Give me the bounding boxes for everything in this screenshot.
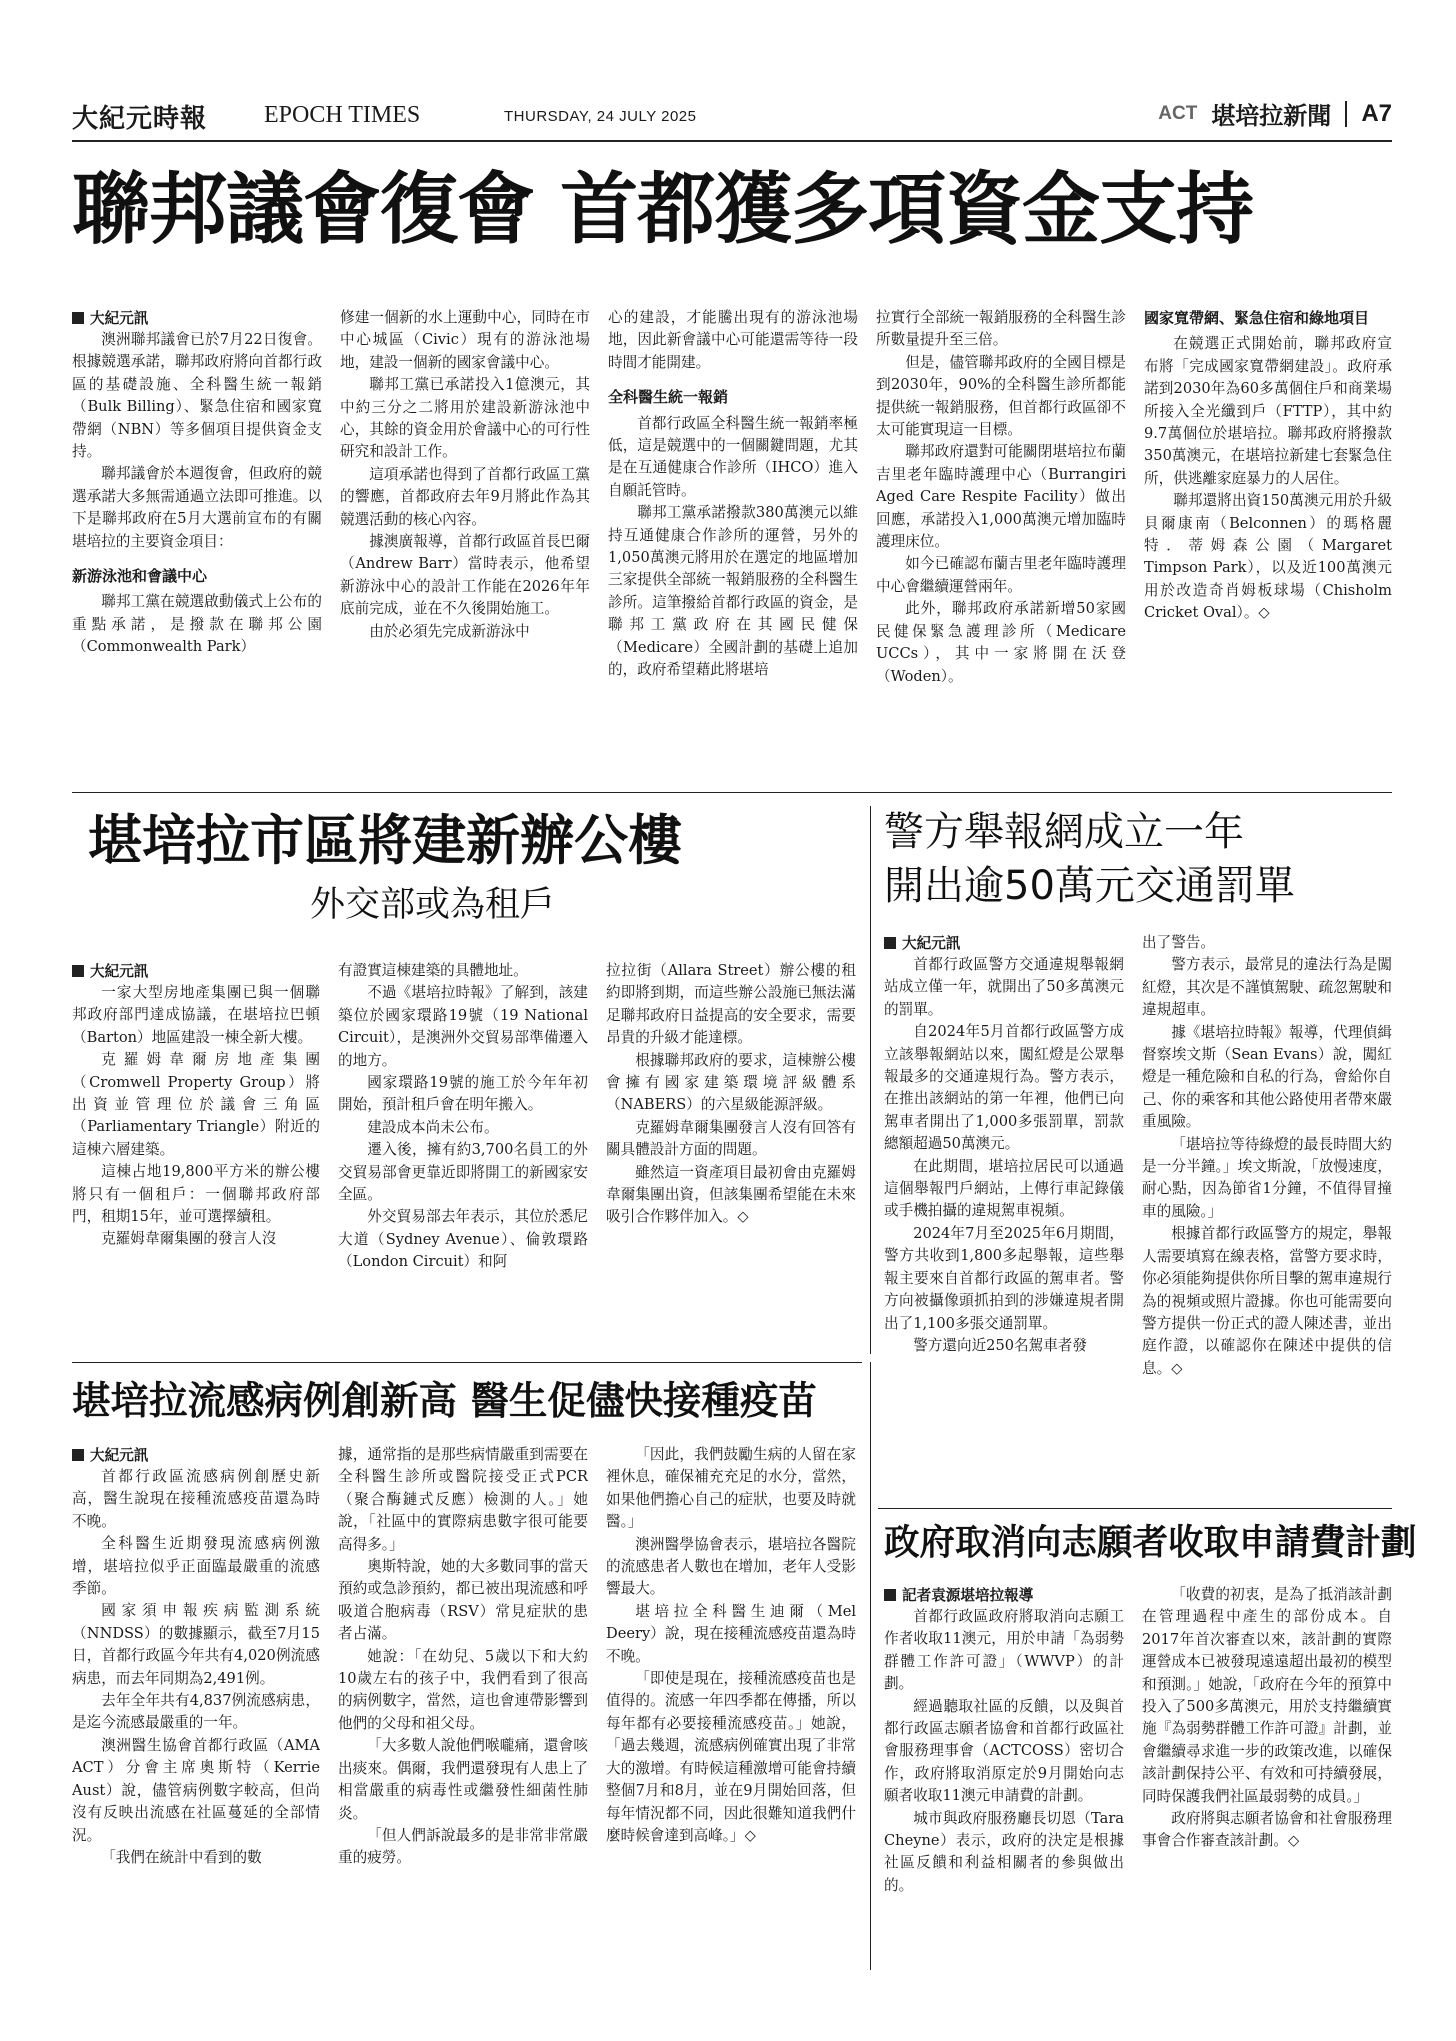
paragraph: 據澳廣報導，首都行政區首長巴爾（Andrew Barr）當時表示，他希望新游泳中心的設計工作能在2026年年底前完成，並在不久後開始施工。: [340, 533, 590, 618]
paragraph: 建設成本尚未公布。: [367, 1118, 499, 1136]
paragraph: 這棟占地19,800平方米的辦公樓將只有一個租戶：一個聯邦政府部門，租期15年，並可選擇續租。: [72, 1163, 320, 1226]
paragraph: 克羅姆韋爾房地產集團（Cromwell Property Group）將出資並管理位於議會三角區（Parliamentary Triangle）附近的這棟六層建築。: [72, 1051, 320, 1158]
paragraph: 全科醫生近期發現流感病例激增，堪培拉似乎正面臨最嚴重的流感季節。: [72, 1535, 320, 1598]
article-3-col-1: [884, 954, 1124, 1502]
byline-text: 大紀元訊: [902, 935, 961, 952]
paragraph: 國家須申報疾病監測系統（NNDSS）的數據顯示，截至7月15日，首都行政區今年共有4,020例流感病患，而去年同期為2,491例。: [72, 1602, 320, 1687]
article-2-headline: 堪培拉市區將建新辦公樓: [88, 809, 682, 872]
article-4-col-2: [338, 1444, 588, 1966]
paragraph: 國家環路19號的施工於今年年初開始，預計租戶會在明年搬入。: [338, 1074, 588, 1114]
section-rule: [878, 1508, 1392, 1509]
brand-chinese-logo: 大紀元時報: [72, 104, 208, 134]
paragraph: 去年全年共有4,837例流感病患，是迄今流感最嚴重的一年。: [72, 1692, 320, 1732]
paragraph: 據，通常指的是那些病情嚴重到需要在全科醫生診所或醫院接受正式PCR（聚合酶鏈式反應）檢測的人。」她說，「社區中的實際病患數字很可能要高得多。」: [338, 1446, 588, 1553]
vertical-divider: [870, 806, 871, 1354]
article-5-byline: [884, 1584, 1033, 1605]
paragraph: 「收費的初衷，是為了抵消該計劃在管理過程中產生的部份成本。自2017年首次審查以來，該計劃的實際運營成本已被發現遠遠超出最初的模型和預測。」她說，「政府在今年的預算中投入了500多萬澳元，用於支持繼續實施『為弱勢群體工作許可證』計劃，並會繼續尋求進一步的政策改進，以確保該計劃保持公平、有效和可持續發展，同時保護我們社區最弱勢的成員。」: [1142, 1586, 1392, 1805]
paragraph: 澳洲醫生協會首都行政區（AMA ACT）分會主席奧斯特（Kerrie Aust）說，儘管病例數字較高，但尚沒有反映出流感在社區蔓延的全部情況。: [72, 1736, 320, 1844]
issue-date: THURSDAY, 24 JULY 2025: [504, 108, 697, 125]
byline-square-icon: [884, 937, 896, 949]
paragraph: 出了警告。: [1142, 934, 1215, 951]
divider: [1345, 101, 1347, 127]
masthead: [72, 96, 1392, 138]
paragraph: 澳洲聯邦議會已於7月22日復會。根據競選承諾，聯邦政府將向首都行政區的基礎設施、全科醫生統一報銷（Bulk Billing）、緊急住宿和國家寬帶網（NBN）等多個項目提供資金支持。: [72, 331, 322, 461]
article-3-byline: [884, 932, 960, 953]
paragraph: 城市與政府服務廳長切恩（Tara Cheyne）表示，政府的決定是根據社區反饋和利益相關者的參與做出的。: [884, 1809, 1124, 1894]
paragraph: 「大多數人說他們喉嚨痛，還會咳出痰來。偶爾，我們還發現有人患上了相當嚴重的病毒性或繼發性細菌性肺炎。: [338, 1737, 588, 1822]
paragraph: 聯邦議會於本週復會，但政府的競選承諾大多無需通過立法即可推進。以下是聯邦政府在5月大選前宣布的有關堪培拉的主要資金項目：: [72, 465, 322, 550]
paragraph: 克羅姆韋爾集團的發言人沒: [101, 1230, 277, 1248]
masthead-rule: [72, 140, 1392, 142]
subheading: 國家寬帶網、緊急住宿和綠地項目: [1144, 309, 1370, 327]
paragraph: 一家大型房地產集團已與一個聯邦政府部門達成協議，在堪培拉巴頓（Barton）地區建設一棟全新大樓。: [72, 984, 320, 1046]
article-2-col-3: [606, 960, 856, 1352]
paragraph: 根據首都行政區警方的規定，舉報人需要填寫在線表格，當警方要求時，你必須能夠提供你所目擊的駕車違規行為的視頻或照片證據。你也可能需要向警方提供一份正式的證人陳述書，並出庭作證，以確認你在陳述中提供的信息。◇: [1142, 1225, 1392, 1377]
byline-square-icon: [72, 1449, 84, 1461]
paragraph: 警方還向近250名駕車者發: [913, 1336, 1087, 1354]
article-4-headline: 堪培拉流感病例創新高 醫生促儘快接種疫苗: [72, 1379, 817, 1424]
byline-square-icon: [72, 312, 84, 324]
byline-text: 大紀元訊: [90, 310, 149, 327]
paragraph: 聯邦工黨已承諾投入1億澳元，其中約三分之二將用於建設新游泳池中心，其餘的資金用於會議中心的可行性研究和設計工作。: [340, 376, 590, 461]
paragraph: 澳洲醫學協會表示，堪培拉各醫院的流感患者人數也在增加，老年人受影響最大。: [606, 1535, 856, 1598]
byline-text: 大紀元訊: [90, 963, 149, 980]
paragraph: 由於必須先完成新游泳中: [369, 622, 530, 640]
region-label: ACT: [1158, 102, 1198, 124]
paragraph: 經過聽取社區的反饋，以及與首都行政區志願者協會和首都行政區社會服務理事會（ACTCOSS）密切合作，政府將取消原定於9月開始向志願者收取11澳元申請費的計劃。: [884, 1697, 1124, 1805]
paragraph: 如今已確認布蘭吉里老年臨時護理中心會繼續運營兩年。: [876, 555, 1126, 595]
article-1-byline: [72, 307, 148, 328]
paragraph: 首都行政區政府將取消向志願工作者收取11澳元，用於申請「為弱勢群體工作許可證」（WWVP）的計劃。: [884, 1608, 1124, 1693]
article-4-col-3: [606, 1444, 856, 1966]
paragraph: 根據聯邦政府的要求，這棟辦公樓會擁有國家建築環境評級體系（NABERS）的六星級能源評級。: [606, 1051, 856, 1114]
paragraph: 政府將與志願者協會和社會服務理事會合作審查該計劃。◇: [1142, 1810, 1392, 1850]
page-number: A7: [1361, 99, 1392, 127]
paragraph: 首都行政區警方交通違規舉報網站成立僅一年，就開出了50多萬澳元的罰單。: [884, 956, 1124, 1018]
paragraph: 在此期間，堪培拉居民可以通過這個舉報門戶網站，上傳行車記錄儀或手機拍攝的違規駕車視頻。: [884, 1157, 1124, 1220]
article-5-col-2: [1142, 1584, 1392, 1966]
section-title: 堪培拉新聞: [1211, 103, 1332, 130]
article-5-col-1: [884, 1606, 1124, 1966]
paragraph: 修建一個新的水上運動中心，同時在市中心城區（Civic）現有的游泳池場地，建設一個新的國家會議中心。: [340, 309, 590, 371]
paragraph: 奧斯特說，她的大多數同事的當天預約或急診預約，都已被出現流感和呼吸道合胞病毒（RSV）常見症狀的患者占滿。: [338, 1558, 588, 1643]
article-1-col-5: [1144, 307, 1392, 784]
paragraph: 警方表示，最常見的違法行為是闖紅燈，其次是不謹慎駕駛、疏忽駕駛和違規超車。: [1142, 956, 1392, 1019]
paragraph: 有證實這棟建築的具體地址。: [338, 962, 528, 979]
brand-english: EPOCH TIMES: [264, 102, 421, 128]
paragraph: 首都行政區流感病例創歷史新高，醫生說現在接種流感疫苗還為時不晚。: [72, 1468, 320, 1530]
paragraph: 「因此，我們鼓勵生病的人留在家裡休息，確保補充充足的水分，當然，如果他們擔心自己的症狀，也要及時就醫。」: [606, 1446, 856, 1531]
section-rule: [72, 1362, 862, 1363]
article-3-headline-line-2: 開出逾50萬元交通罰單: [884, 863, 1295, 909]
paragraph: 「即使是現在，接種流感疫苗也是值得的。流感一年四季都在傳播，所以每年都有必要接種流感疫苗。」她說，「過去幾週，流感病例確實出現了非常大的激增。有時候這種激增可能會持續整個7月和8月，並在9月開始回落，但每年情況都不同，因此很難知道我們什麼時候會達到高峰。」◇: [606, 1670, 856, 1844]
paragraph: 克羅姆韋爾集團發言人沒有回答有關具體設計方面的問題。: [606, 1118, 856, 1159]
paragraph: 「堪培拉等待綠燈的最長時間大約是一分半鐘。」埃文斯說，「放慢速度，耐心點，因為節省1分鐘，不值得冒撞車的風險。」: [1142, 1135, 1392, 1220]
section-header: [1158, 96, 1392, 131]
paragraph: 不過《堪培拉時報》了解到，該建築位於國家環路19號（19 National Circuit），是澳洲外交貿易部準備遷入的地方。: [338, 984, 588, 1069]
article-1-col-1: [72, 329, 322, 784]
byline-text: 大紀元訊: [90, 1447, 149, 1464]
article-2-col-1: [72, 982, 320, 1352]
paragraph: 2024年7月至2025年6月期間，警方共收到1,800多起舉報，這些舉報主要來自首都行政區的駕車者。警方向被攝像頭抓拍到的涉嫌違規者開出了1,100多張交通罰單。: [884, 1224, 1124, 1332]
article-5-headline: 政府取消向志願者收取申請費計劃: [884, 1522, 1417, 1563]
paragraph: 此外，聯邦政府承諾新增50家國民健保緊急護理診所（Medicare UCCs），其中一家將開在沃登（Woden）。: [876, 600, 1126, 685]
paragraph: 心的建設，才能騰出現有的游泳池場地，因此新會議中心可能還需等待一段時間才能開建。: [608, 309, 858, 371]
article-2-byline: [72, 960, 148, 981]
article-2-col-2: [338, 960, 588, 1352]
paragraph: 堪培拉全科醫生迪爾（Mel Deery）說，現在接種流感疫苗還為時不晚。: [606, 1602, 856, 1665]
article-1-headline: 聯邦議會復會 首都獲多項資金支持: [72, 165, 1254, 255]
paragraph: 聯邦還將出資150萬澳元用於升級貝爾康南（Belconnen）的瑪格麗特．蒂姆森公園（Margaret Timpson Park），以及近100萬澳元用於改造奇肖姆板球場（Chisholm Cricket Oval）。◇: [1144, 492, 1392, 622]
paragraph: 拉實行全部統一報銷服務的全科醫生診所數量提升至三倍。: [876, 309, 1126, 349]
paragraph: 這項承諾也得到了首都行政區工黨的響應，首都政府去年9月將此作為其競選活動的核心內容。: [340, 465, 590, 528]
article-1-col-3: [608, 307, 858, 784]
paragraph: 據《堪培拉時報》報導，代理偵緝督察埃文斯（Sean Evans）說，闖紅燈是一種危險和自私的行為，會給你自己、你的乘客和其他公路使用者帶來嚴重風險。: [1142, 1023, 1392, 1131]
subheading: 全科醫生統一報銷: [608, 388, 729, 407]
article-2-subhead: 外交部或為租戶: [310, 885, 556, 925]
paragraph: 拉拉街（Allara Street）辦公樓的租約即將到期，而這些辦公設施已無法滿足聯邦政府日益提高的安全要求，需要昂貴的升級才能達標。: [606, 962, 856, 1047]
article-1-col-4: [876, 307, 1126, 784]
vertical-divider: [870, 1362, 871, 1970]
paragraph: 雖然這一資產項目最初會由克羅姆韋爾集團出資，但該集團希望能在未來吸引合作夥伴加入。◇: [606, 1163, 856, 1226]
byline-text: 記者袁源堪培拉報導: [902, 1587, 1034, 1604]
paragraph: 「我們在統計中看到的數: [101, 1848, 262, 1866]
article-3-col-2: [1142, 932, 1392, 1502]
paragraph: 首都行政區全科醫生統一報銷率極低，這是競選中的一個關鍵問題，尤其是在互通健康合作診所（IHCO）進入自願託管時。: [608, 414, 858, 499]
article-1-col-2: [340, 307, 590, 784]
section-rule: [72, 792, 1392, 793]
paragraph: 聯邦工黨在競選啟動儀式上公布的重點承諾，是撥款在聯邦公園（Commonwealth Park）: [72, 593, 322, 656]
article-3-headline-line-1: 警方舉報網成立一年: [884, 809, 1244, 855]
paragraph: 聯邦工黨承諾撥款380萬澳元以維持互通健康合作診所的運營，另外的1,050萬澳元將用於在選定的地區增加三家提供全部統一報銷服務的全科醫生診所。這筆撥給首都行政區的資金，是聯邦工黨政府在其國民健保（Medicare）全國計劃的基礎上追加的，政府希望藉此將堪培: [608, 504, 858, 679]
byline-square-icon: [884, 1589, 896, 1601]
paragraph: 聯邦政府還對可能關閉堪培拉布蘭吉里老年臨時護理中心（Burrangiri Aged Care Respite Facility）做出回應，承諾投入1,000萬澳元增加臨時護理床位。: [876, 443, 1126, 551]
paragraph: 遷入後，擁有約3,700名員工的外交貿易部會更靠近即將開工的新國家安全區。: [338, 1141, 588, 1204]
paragraph: 自2024年5月首都行政區警方成立該舉報網站以來，闖紅燈是公眾舉報最多的交通違規行為。警方表示，在推出該網站的第一年裡，他們已向駕車者開出了1,000多張罰單，罰款總額超過50萬澳元。: [884, 1023, 1124, 1153]
paragraph: 「但人們訴說最多的是非常非常嚴重的疲勞。: [338, 1826, 588, 1867]
paragraph: 她說：「在幼兒、5歲以下和大約10歲左右的孩子中，我們看到了很高的病例數字，當然，這也會連帶影響到他們的父母和祖父母。: [338, 1647, 588, 1732]
paragraph: 在競選正式開始前，聯邦政府宣布將「完成國家寬帶網建設」。政府承諾到2030年為60多萬個住戶和商業場所接入全光纖到戶（FTTP），其中約9.7萬個位於堪培拉。聯邦政府將撥款350萬澳元，在堪培拉新建七套緊急住所，供逃離家庭暴力的人居住。: [1144, 335, 1392, 487]
paragraph: 但是，儘管聯邦政府的全國目標是到2030年，90%的全科醫生診所都能提供統一報銷服務，但首都行政區卻不太可能實現這一目標。: [876, 353, 1126, 439]
paragraph: 外交貿易部去年表示，其位於悉尼大道（Sydney Avenue）、倫敦環路（London Circuit）和阿: [338, 1208, 588, 1271]
article-4-byline: [72, 1444, 148, 1465]
article-4-col-1: [72, 1466, 320, 1966]
byline-square-icon: [72, 965, 84, 977]
subheading: 新游泳池和會議中心: [72, 567, 208, 586]
